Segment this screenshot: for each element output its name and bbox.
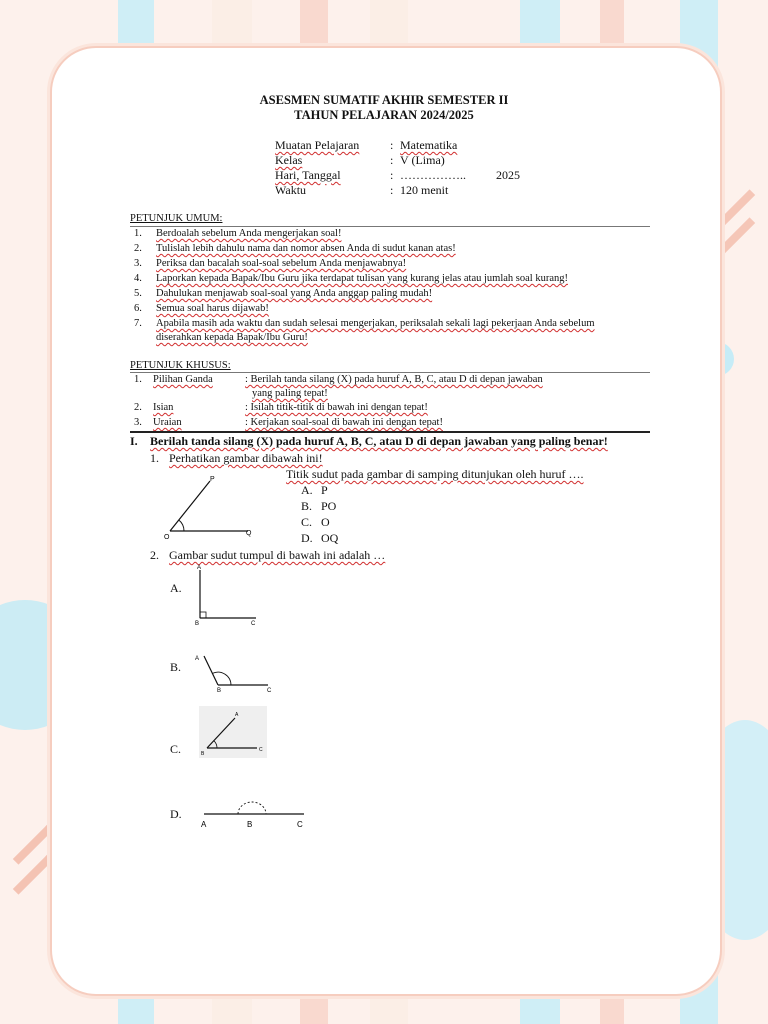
meta-sep: : — [390, 138, 394, 152]
list-item-text: : Berilah tanda silang (X) pada huruf A, B, C, atau D di depan jawaban — [245, 374, 543, 385]
list-item: 2. Tulislah lebih dahulu nama dan nomor absen Anda di sudut kanan atas! — [134, 243, 456, 254]
list-item: 4. Laporkan kepada Bapak/Ibu Guru jika terdapat tulisan yang kurang jelas atau jumlah soal kurang! — [134, 273, 568, 284]
exam-year: TAHUN PELAJARAN 2024/2025 — [294, 108, 474, 122]
point-label: C — [251, 621, 256, 627]
list-item-type: Pilihan Ganda — [153, 374, 213, 385]
point-label: C — [259, 747, 263, 753]
point-label: B — [201, 751, 205, 757]
point-label: A — [195, 656, 200, 662]
worksheet-card — [50, 46, 722, 996]
question-2: 2. Gambar sudut tumpul di bawah ini adalah … — [150, 548, 386, 562]
option-b[interactable]: B. — [170, 660, 182, 674]
list-item: 6. Semua soal harus dijawab! — [134, 303, 269, 314]
point-o-label: O — [164, 534, 170, 541]
list-item: 3. Periksa dan bacalah soal-soal sebelum Anda menjawabnya! — [134, 258, 407, 269]
list-item-continuation: yang paling tepat! — [252, 388, 328, 399]
angle-figure-option-b — [190, 650, 276, 696]
point-label: A — [235, 712, 239, 718]
option-d[interactable]: D. OQ — [301, 531, 339, 545]
meta-sep: : — [390, 183, 394, 197]
option-d[interactable]: D. — [170, 807, 182, 821]
list-item-text: : Isilah titik-titik di bawah ini dengan tepat! — [245, 402, 428, 413]
question-1-stem: Titik sudut pada gambar di samping ditunjukan oleh huruf …. — [286, 467, 584, 481]
section-instruction: I. Berilah tanda silang (X) pada huruf A, B, C, atau D di depan jawaban yang paling benar! — [130, 434, 608, 448]
option-c[interactable]: C. O — [301, 515, 330, 529]
divider — [130, 226, 650, 227]
meta-label: Waktu — [275, 183, 307, 197]
option-a[interactable]: A. — [170, 581, 182, 595]
divider — [130, 372, 650, 373]
point-q-label: Q — [246, 530, 252, 537]
exam-title: ASESMEN SUMATIF AKHIR SEMESTER II — [259, 93, 509, 107]
meta-label: Hari, Tanggal — [275, 168, 341, 182]
meta-value: 120 menit — [400, 183, 449, 197]
meta-sep: : — [390, 153, 394, 167]
meta-year: 2025 — [496, 168, 520, 182]
list-item-number: 3. — [134, 417, 142, 428]
point-label: B — [217, 688, 222, 694]
list-item-number: 2. — [134, 402, 142, 413]
point-label: B — [195, 621, 200, 627]
point-label: C — [267, 688, 272, 694]
point-label: A — [201, 820, 207, 829]
meta-label: Muatan Pelajaran — [275, 138, 360, 152]
divider — [130, 431, 650, 433]
petunjuk-khusus-heading: PETUNJUK KHUSUS: — [130, 360, 231, 371]
angle-figure-q1 — [160, 470, 270, 542]
list-item-type: Uraian — [153, 417, 182, 428]
angle-figure-option-c — [199, 706, 267, 758]
list-item: 1. Berdoalah sebelum Anda mengerjakan soal! — [134, 228, 342, 239]
angle-figure-option-a — [192, 562, 264, 628]
point-label: B — [247, 820, 253, 829]
point-label: C — [297, 820, 303, 829]
point-p-label: P — [210, 476, 215, 483]
meta-value: …………….. — [400, 168, 466, 182]
meta-sep: : — [390, 168, 394, 182]
option-b[interactable]: B. PO — [301, 499, 337, 513]
option-a[interactable]: A. P — [301, 483, 328, 497]
meta-value: V (Lima) — [400, 153, 445, 167]
list-item-type: Isian — [153, 402, 174, 413]
list-item: 7. Apabila masih ada waktu dan sudah selesai mengerjakan, periksalah sekali lagi pekerjaan Anda sebelum — [134, 318, 595, 329]
list-item: 5. Dahulukan menjawab soal-soal yang Anda anggap paling mudah! — [134, 288, 433, 299]
meta-label: Kelas — [275, 153, 303, 167]
meta-value: Matematika — [400, 138, 458, 152]
question-1: 1. Perhatikan gambar dibawah ini! — [150, 451, 323, 465]
petunjuk-umum-heading: PETUNJUK UMUM: — [130, 213, 223, 224]
list-item-text: : Kerjakan soal-soal di bawah ini dengan tepat! — [245, 417, 443, 428]
list-item-continuation: diserahkan kepada Bapak/Ibu Guru! — [156, 332, 308, 343]
angle-figure-option-d — [196, 798, 312, 832]
list-item-number: 1. — [134, 374, 142, 385]
option-c[interactable]: C. — [170, 742, 182, 756]
point-label: A — [197, 565, 202, 571]
